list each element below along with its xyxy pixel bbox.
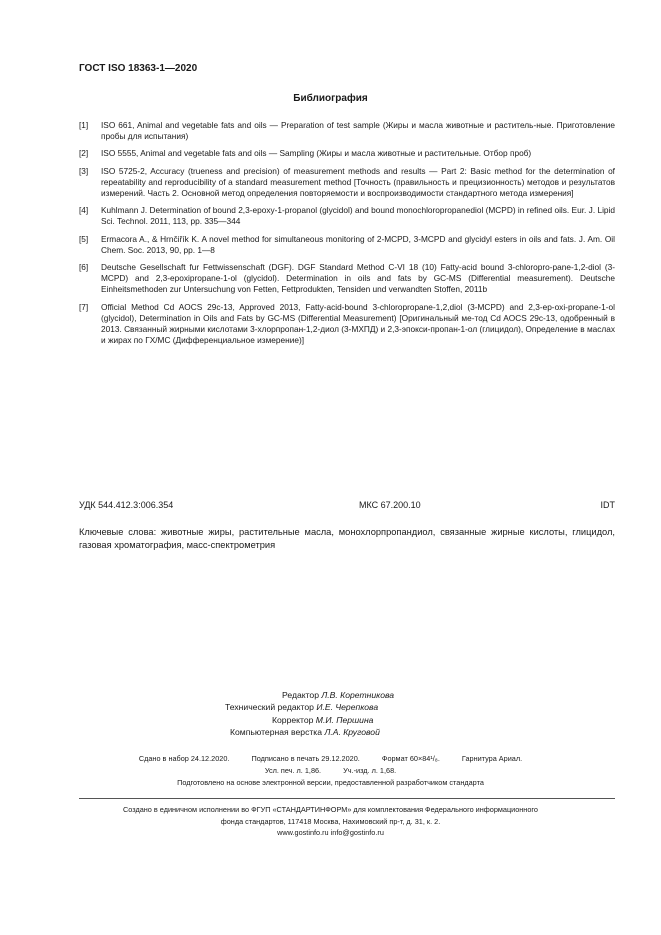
credit-line: [220, 701, 510, 713]
reference-text: Deutsche Gesellschaft fur Fettwissenschaft (DGF). DGF Standard Method C-VI 18 (10) Fatty-acid bound 3-chloropro-pane-1,2-diol (3-MCPD) and 2,3-epoxipropane-1-ol (glycidol). Determination in oils and fats by GC-MS (Differential measurement). Deutsche Einheitsmethoden zur Untersuchung von Fetten, Fettprodukten, Tensiden und verwandten Stoffen, 2011b: [101, 262, 615, 295]
reference-item: [79, 166, 615, 200]
reference-item: [79, 205, 615, 227]
publisher-block: [0, 804, 661, 839]
reference-item: [79, 262, 615, 296]
paper-format: Формат 60×84¹/₈.: [381, 754, 440, 763]
reference-text: ISO 661, Animal and vegetable fats and oils — Preparation of test sample (Жиры и масла животные и раститель-ные. Приготовление пробы для испытания): [101, 120, 615, 142]
imprint-line: [0, 753, 661, 765]
reference-text: ISO 5725-2, Accuracy (trueness and precision) of measurement methods and results — Part 2: Basic method for the determination of repeatability and reproducibility of a standard measurement method [Точность (правильность и прецизионность) методов и результатов измерений. Часть 2. Основной метод определения повторяемости и воспроизводимости стандартного метода измерения]: [101, 165, 615, 199]
edit-sheets: Уч.-изд. л. 1,68.: [343, 766, 397, 775]
prepared-note: Подготовлено на основе электронной версии, предоставленной разработчиком стандарта: [177, 778, 484, 787]
reference-number: [2]: [79, 148, 89, 159]
signed-to-print: Подписано в печать 29.12.2020.: [251, 754, 360, 763]
reference-number: [7]: [79, 301, 89, 312]
email-link[interactable]: info@gostinfo.ru: [330, 828, 384, 838]
reference-item: [79, 234, 615, 256]
idt-mark: IDT: [600, 500, 615, 510]
reference-text: Ermacora A., & Hrnčiřík K. A novel method for simultaneous monitoring of 2-MCPD, 3-MCPD and glycidyl esters in oils and fats. J. Am. Oil Chem. Soc. 2013, 90, pp. 1—8: [101, 233, 615, 255]
reference-text: ISO 5555, Animal and vegetable fats and oils — Sampling (Жиры и масла животные и растительные. Отбор проб): [101, 148, 532, 159]
credit-person: Л.В. Коретникова: [321, 690, 395, 700]
credit-role: Компьютерная верстка: [230, 726, 323, 737]
reference-item: [79, 302, 615, 347]
credit-role: Технический редактор: [225, 702, 314, 713]
website-link[interactable]: www.gostinfo.ru: [277, 828, 329, 838]
credit-person: Л.А. Круговой: [324, 726, 380, 737]
typeface: Гарнитура Ариал.: [461, 754, 523, 763]
reference-number: [6]: [79, 262, 89, 273]
udk-code: УДК 544.412.3:006.354: [79, 500, 174, 510]
reference-item: [79, 148, 615, 159]
reference-number: [1]: [79, 120, 89, 130]
publisher-line: фонда стандартов, 117418 Москва, Нахимовский пр-т, д. 31, к. 2.: [220, 816, 441, 826]
imprint-block: [0, 753, 661, 789]
sent-to-set: Сдано в набор 24.12.2020.: [138, 754, 230, 763]
imprint-line: [0, 765, 661, 777]
credit-line: [220, 726, 510, 738]
credit-role: Корректор: [272, 714, 314, 725]
bibliography-title: Библиография: [293, 93, 368, 104]
reference-number: [5]: [79, 233, 89, 244]
reference-item: [79, 120, 615, 142]
credit-line: [220, 689, 510, 701]
credit-person: М.И. Першина: [315, 714, 374, 725]
credit-line: [220, 714, 510, 726]
publisher-line: Создано в единичном исполнении во ФГУП «СТАНДАРТИНФОРМ» для комплектования Федерального информационного: [123, 805, 538, 814]
mks-code: МКС 67.200.10: [359, 500, 421, 510]
reference-number: [3]: [79, 165, 89, 176]
publisher-contacts: [0, 827, 661, 839]
reference-text: Kuhlmann J. Determination of bound 2,3-epoxy-1-propanol (glycidol) and bound monochloropropanediol (MCPD) in refined oils. Eur. J. Lipid Sci. Technol. 2011, 113, pp. 335—344: [101, 205, 615, 227]
reference-text: Official Method Cd AOCS 29c-13, Approved 2013, Fatty-acid-bound 3-chloropropane-1,2,diol (3-MCPD) and 2,3-ep-oxi-propane-1-ol (glycidol), Determination in Oils and Fats by GC-MS (Differential Measurement) [Оригинальный ме-тод Cd AOCS 29c-13, одобренный в 2013. Связанный жирными кислотами 3-хлорпропан-1,2-диол (3-МХПД) и 2,3-эпокси-пропан-1-ол (глицидол), Определение в маслах и жирах по ГХ/МС (Дифференциальное измерение)]: [101, 301, 616, 346]
keywords: Ключевые слова: животные жиры, растительные масла, монохлорпропандиол, связанные жирные кислоты, глицидол, газовая хроматография, масс-спектрометрия: [79, 527, 615, 550]
credit-role: Редактор: [282, 690, 319, 700]
reference-list: [79, 120, 615, 352]
credit-person: И.Е. Черепкова: [316, 702, 379, 713]
footer-divider: [79, 798, 615, 799]
reference-number: [4]: [79, 205, 89, 216]
editorial-credits: [220, 689, 510, 738]
document-code: ГОСТ ISO 18363-1—2020: [79, 63, 198, 74]
print-sheets: Усл. печ. л. 1,86.: [264, 766, 322, 775]
